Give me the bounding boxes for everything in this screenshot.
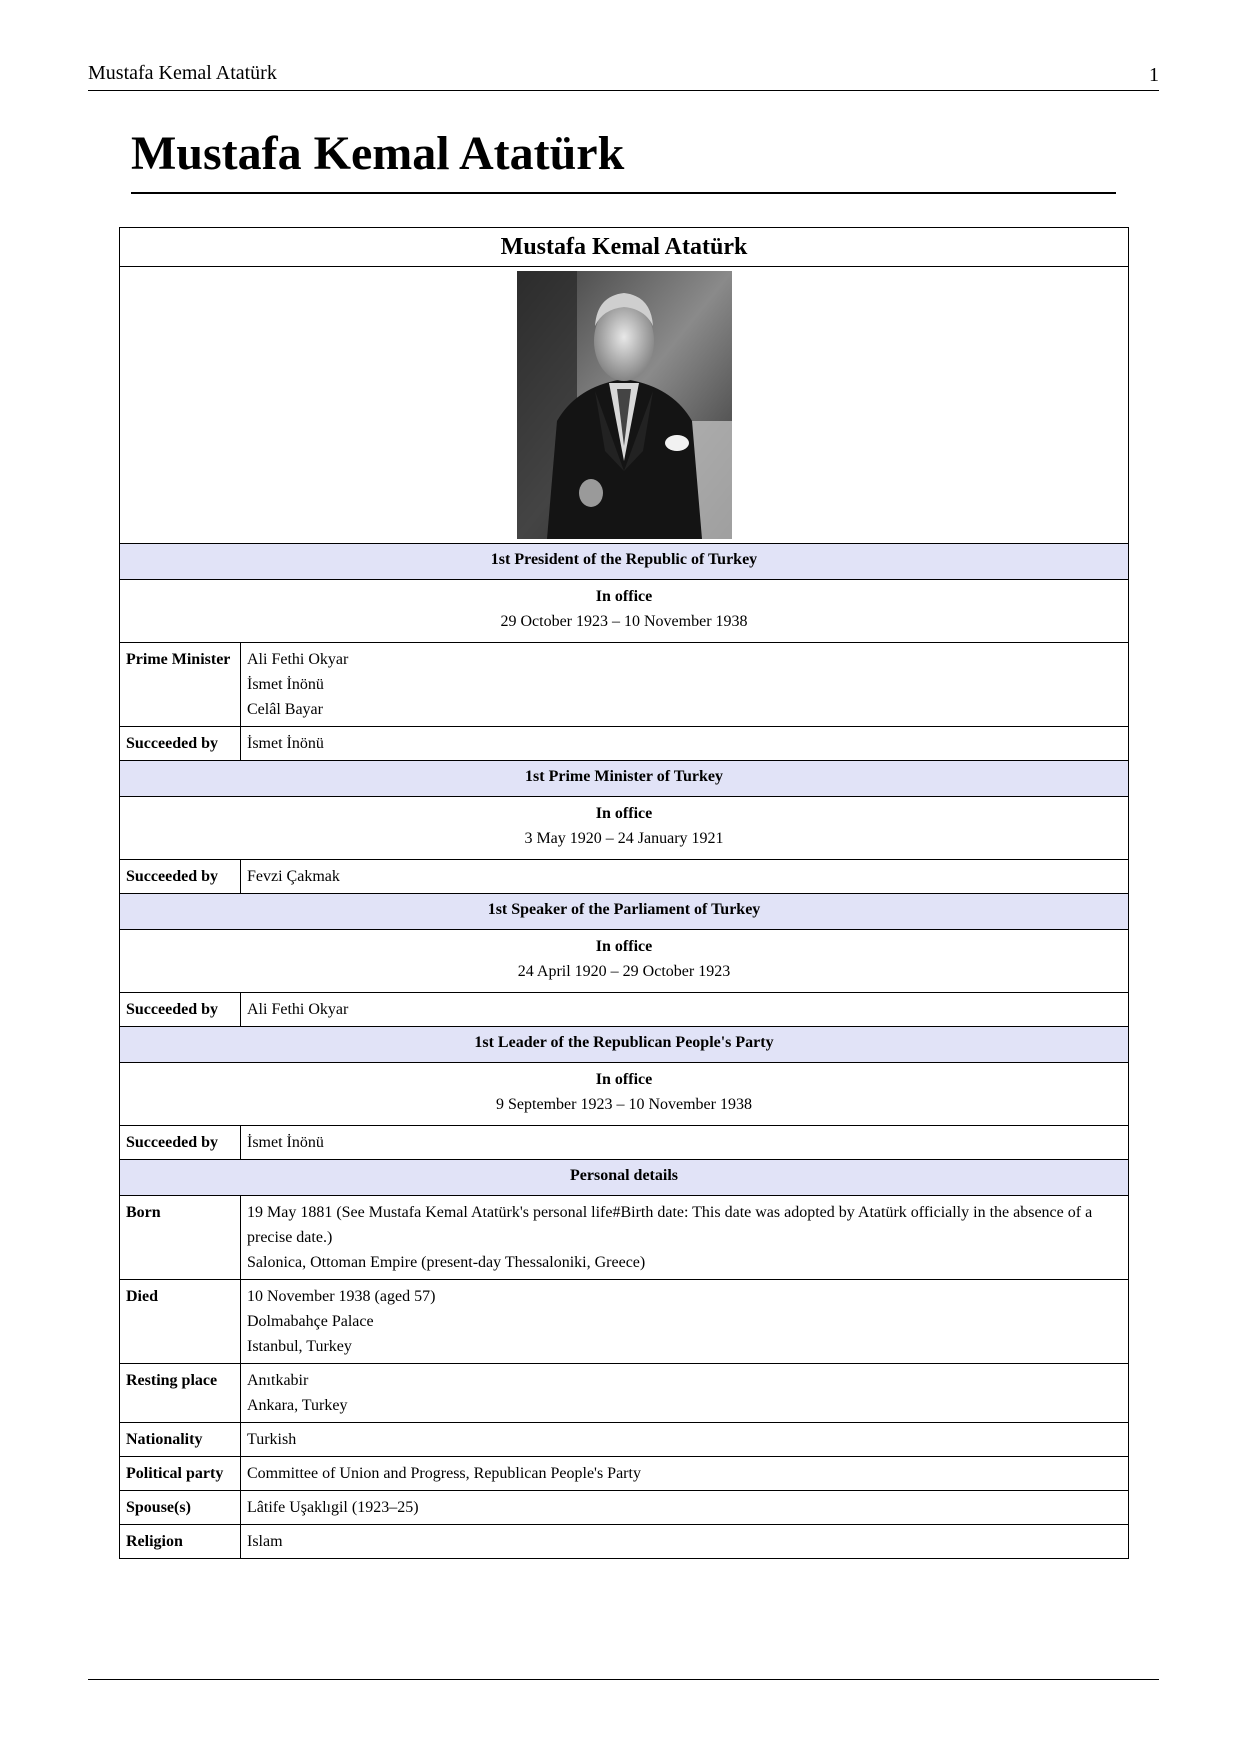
page-number: 1 <box>1149 64 1159 86</box>
infobox <box>119 227 1129 1559</box>
list-item: Ali Fethi Okyar <box>247 651 349 668</box>
list-item: Dolmabahçe Palace <box>247 1313 374 1330</box>
list-item: Celâl Bayar <box>247 701 323 718</box>
succeeded-by-value: İsmet İnönü <box>241 1126 1129 1160</box>
spouse-value: Lâtife Uşaklıgil (1923–25) <box>241 1491 1129 1525</box>
list-item: Istanbul, Turkey <box>247 1338 352 1355</box>
succeeded-by-value: İsmet İnönü <box>241 727 1129 761</box>
list-item: Ankara, Turkey <box>247 1397 348 1414</box>
page-title: Mustafa Kemal Atatürk <box>131 127 625 180</box>
section-heading-prime-minister: 1st Prime Minister of Turkey <box>120 761 1129 797</box>
office-term-party-leader <box>120 1063 1129 1126</box>
office-term-president <box>120 580 1129 643</box>
in-office-label: In office <box>595 588 653 605</box>
page-header <box>88 58 1159 91</box>
born-value <box>241 1196 1129 1280</box>
infobox-title: Mustafa Kemal Atatürk <box>120 228 1129 267</box>
running-title: Mustafa Kemal Atatürk <box>88 62 277 84</box>
office-term-speaker <box>120 930 1129 993</box>
succeeded-by-label: Succeeded by <box>120 993 241 1027</box>
office-term-prime-minister <box>120 797 1129 860</box>
term-dates: 24 April 1920 – 29 October 1923 <box>517 963 731 980</box>
resting-place-label: Resting place <box>120 1364 241 1423</box>
term-dates: 9 September 1923 – 10 November 1938 <box>496 1096 752 1113</box>
prime-minister-label: Prime Minister <box>120 643 241 727</box>
list-item: 19 May 1881 (See Mustafa Kemal Atatürk's personal life#Birth date: This date was adopted by Atatürk officially in the absence of a precise date.) <box>247 1204 1093 1246</box>
died-value <box>241 1280 1129 1364</box>
born-label: Born <box>120 1196 241 1280</box>
list-item: Anıtkabir <box>247 1372 309 1389</box>
infobox-image-cell <box>120 267 1129 544</box>
political-party-value: Committee of Union and Progress, Republican People's Party <box>241 1457 1129 1491</box>
term-dates: 3 May 1920 – 24 January 1921 <box>524 830 724 847</box>
succeeded-by-value: Ali Fethi Okyar <box>241 993 1129 1027</box>
religion-label: Religion <box>120 1525 241 1559</box>
list-item: İsmet İnönü <box>247 676 324 693</box>
list-item: Salonica, Ottoman Empire (present-day Thessaloniki, Greece) <box>247 1254 646 1271</box>
nationality-value: Turkish <box>241 1423 1129 1457</box>
section-heading-speaker: 1st Speaker of the Parliament of Turkey <box>120 894 1129 930</box>
list-item: 10 November 1938 (aged 57) <box>247 1288 436 1305</box>
in-office-label: In office <box>595 938 653 955</box>
succeeded-by-value: Fevzi Çakmak <box>241 860 1129 894</box>
prime-minister-values <box>241 643 1129 727</box>
resting-place-value <box>241 1364 1129 1423</box>
title-rule <box>131 192 1116 194</box>
in-office-label: In office <box>595 805 653 822</box>
portrait-photo <box>517 271 732 539</box>
in-office-label: In office <box>595 1071 653 1088</box>
succeeded-by-label: Succeeded by <box>120 860 241 894</box>
footer-rule <box>88 1679 1159 1680</box>
spouse-label: Spouse(s) <box>120 1491 241 1525</box>
succeeded-by-label: Succeeded by <box>120 1126 241 1160</box>
political-party-label: Political party <box>120 1457 241 1491</box>
religion-value: Islam <box>241 1525 1129 1559</box>
nationality-label: Nationality <box>120 1423 241 1457</box>
section-heading-president: 1st President of the Republic of Turkey <box>120 544 1129 580</box>
died-label: Died <box>120 1280 241 1364</box>
term-dates: 29 October 1923 – 10 November 1938 <box>500 613 748 630</box>
section-heading-personal: Personal details <box>120 1160 1129 1196</box>
section-heading-party-leader: 1st Leader of the Republican People's Party <box>120 1027 1129 1063</box>
succeeded-by-label: Succeeded by <box>120 727 241 761</box>
